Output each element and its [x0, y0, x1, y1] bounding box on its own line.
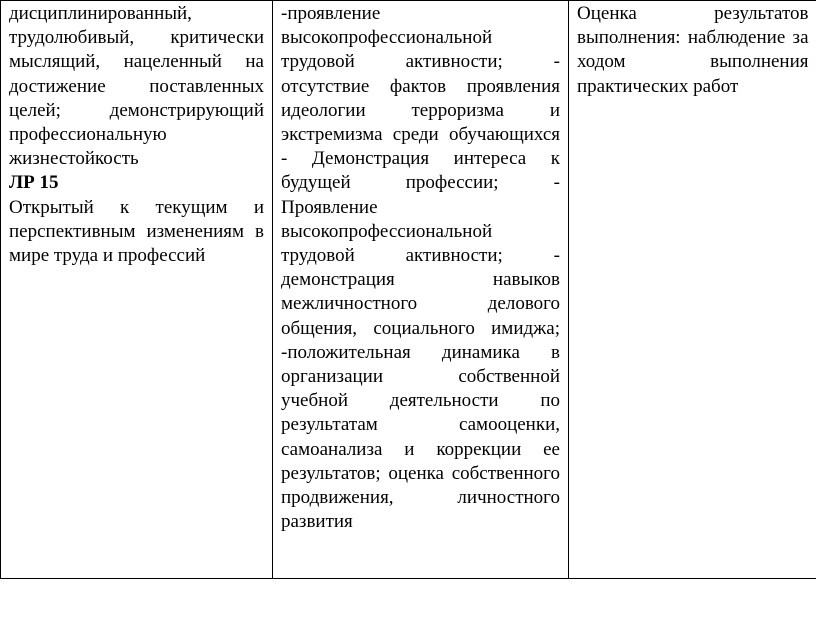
lr-code-label: ЛР 15: [9, 172, 59, 194]
assessment-method-text: Оценка результатов выполнения: наблюдение за ходом выполнения практических работ: [577, 3, 809, 97]
table-row: [1, 1, 816, 579]
criteria-text: -проявление высокопрофессиональной трудовой активности; - отсутствие фактов проявления идеологии терроризма и экстремизма среди обучающихся - Демонстрация интереса к будущей профессии; - Проявление высокопрофессиональной трудовой активности; - демонстрация навыков межличностного делового общения, социального имиджа; -положительная динамика в организации собственной учебной деятельности по результатам самооценки, самоанализа и коррекции ее результатов; оценка собственного продвижения, личностного развития: [281, 3, 560, 533]
personal-qualities-text: дисциплинированный, трудолюбивый, критически мыслящий, нацеленный на достижение поставленных целей; демонстрирующий профессиональную жизнестойкость: [9, 3, 264, 170]
personal-results-cell: [1, 1, 273, 579]
assessment-method-cell: [569, 1, 816, 579]
criteria-cell: [273, 1, 569, 579]
lr-description-text: Открытый к текущим и перспективным изменениям в мире труда и профессий: [9, 196, 264, 267]
